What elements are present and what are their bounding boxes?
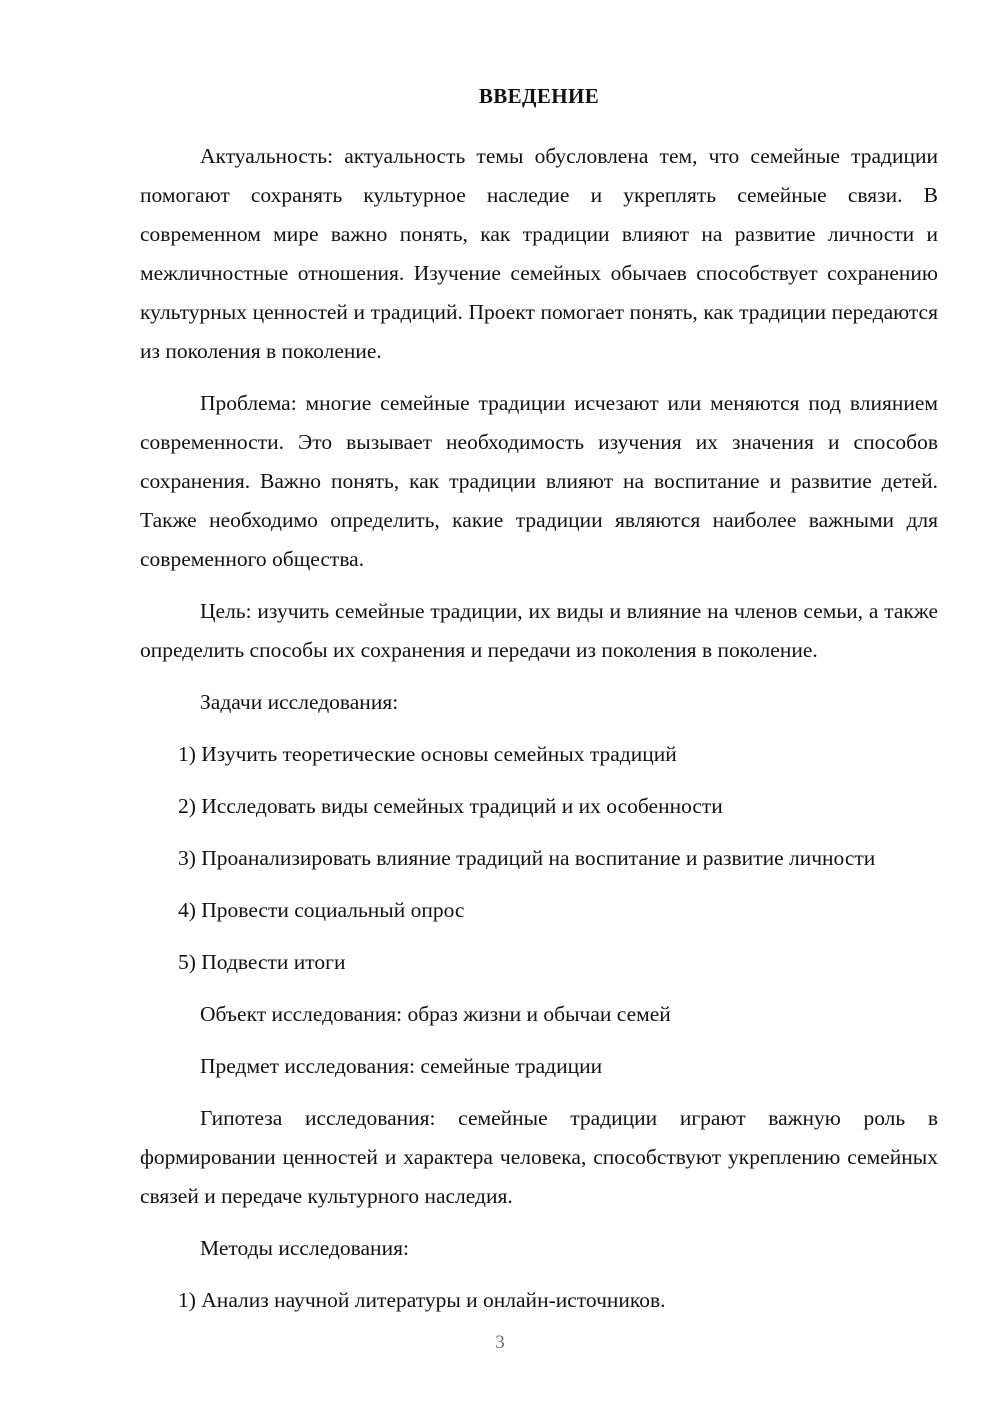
paragraph-relevance: Актуальность: актуальность темы обусловлена тем, что семейные традиции помогают сохранять культурное наследие и укреплять семейные связи. В современном мире важно понять, как традиции влияют на развитие личности и межличностные отношения. Изучение семейных обычаев способствует сохранению культурных ценностей и традиций. Проект помогает понять, как традиции передаются из поколения в поколение. <box>140 144 938 364</box>
heading-tasks: Задачи исследования: <box>200 690 399 715</box>
list-item-task-4: 4) Провести социальный опрос <box>178 898 465 923</box>
paragraph-hypothesis: Гипотеза исследования: семейные традиции играют важную роль в формировании ценностей и характера человека, способствуют укреплению семейных связей и передаче культурного наследия. <box>140 1106 938 1209</box>
page-number: 3 <box>495 1332 505 1353</box>
list-item-task-3: 3) Проанализировать влияние традиций на воспитание и развитие личности <box>178 846 876 871</box>
paragraph-subject: Предмет исследования: семейные традиции <box>200 1054 603 1079</box>
paragraph-problem: Проблема: многие семейные традиции исчезают или меняются под влиянием современности. Это вызывает необходимость изучения их значения и способов сохранения. Важно понять, как традиции влияют на воспитание и развитие детей. Также необходимо определить, какие традиции являются наиболее важными для современного общества. <box>140 391 938 572</box>
heading-methods: Методы исследования: <box>200 1236 409 1261</box>
paragraph-goal: Цель: изучить семейные традиции, их виды и влияние на членов семьи, а также определить способы их сохранения и передачи из поколения в поколение. <box>140 599 938 663</box>
list-item-method-1: 1) Анализ научной литературы и онлайн-источников. <box>178 1288 666 1313</box>
document-body <box>140 84 938 1320</box>
list-item-task-1: 1) Изучить теоретические основы семейных традиций <box>178 742 677 767</box>
paragraph-object: Объект исследования: образ жизни и обычаи семей <box>200 1002 671 1027</box>
page-title: ВВЕДЕНИЕ <box>478 84 600 108</box>
list-item-task-2: 2) Исследовать виды семейных традиций и их особенности <box>178 794 723 819</box>
list-item-task-5: 5) Подвести итоги <box>178 950 346 975</box>
